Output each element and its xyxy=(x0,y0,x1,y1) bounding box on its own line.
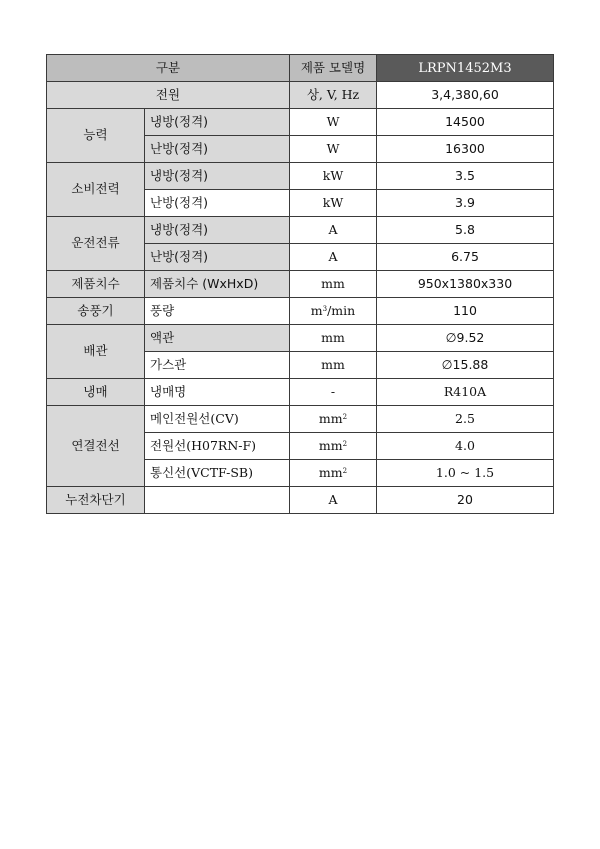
capacity-unit-cooling: W xyxy=(290,109,377,136)
capacity-label: 능력 xyxy=(47,109,145,163)
model-value: LRPN1452M3 xyxy=(377,55,554,82)
refrigerant-unit: - xyxy=(290,379,377,406)
piping-value-gas: ∅15.88 xyxy=(377,352,554,379)
header-row xyxy=(47,55,554,82)
dimensions-unit: mm xyxy=(290,271,377,298)
consumption-sub-heating: 난방(정격) xyxy=(145,190,290,217)
fan-value: 110 xyxy=(377,298,554,325)
wiring-value-power: 4.0 xyxy=(377,433,554,460)
spec-table xyxy=(46,54,554,514)
wiring-unit-main xyxy=(290,406,377,433)
wiring-unit-comm-base: mm xyxy=(318,464,343,480)
consumption-row-cooling xyxy=(47,163,554,190)
fan-unit xyxy=(290,298,377,325)
refrigerant-value: R410A xyxy=(377,379,554,406)
consumption-label: 소비전력 xyxy=(47,163,145,217)
breaker-row xyxy=(47,487,554,514)
wiring-unit-power-sup: 2 xyxy=(342,439,348,448)
fan-unit-sup: 3 xyxy=(322,304,328,313)
power-row xyxy=(47,82,554,109)
piping-value-liquid: ∅9.52 xyxy=(377,325,554,352)
fan-unit-tail: /min xyxy=(327,302,356,318)
breaker-unit: A xyxy=(290,487,377,514)
power-unit: 상, V, Hz xyxy=(290,82,377,109)
breaker-label: 누전차단기 xyxy=(47,487,145,514)
capacity-value-cooling: 14500 xyxy=(377,109,554,136)
capacity-sub-cooling: 냉방(정격) xyxy=(145,109,290,136)
wiring-unit-comm-sup: 2 xyxy=(342,466,348,475)
refrigerant-label: 냉매 xyxy=(47,379,145,406)
current-unit-heating: A xyxy=(290,244,377,271)
piping-row-liquid xyxy=(47,325,554,352)
consumption-sub-cooling: 냉방(정격) xyxy=(145,163,290,190)
category-header: 구분 xyxy=(47,55,290,82)
wiring-value-main: 2.5 xyxy=(377,406,554,433)
current-unit-cooling: A xyxy=(290,217,377,244)
current-value-cooling: 5.8 xyxy=(377,217,554,244)
current-label: 운전전류 xyxy=(47,217,145,271)
wiring-unit-main-sup: 2 xyxy=(342,412,348,421)
breaker-sub xyxy=(145,487,290,514)
model-header: 제품 모델명 xyxy=(290,55,377,82)
capacity-row-cooling xyxy=(47,109,554,136)
wiring-row-main xyxy=(47,406,554,433)
consumption-value-cooling: 3.5 xyxy=(377,163,554,190)
piping-label: 배관 xyxy=(47,325,145,379)
current-row-cooling xyxy=(47,217,554,244)
current-sub-heating: 난방(정격) xyxy=(145,244,290,271)
wiring-unit-comm xyxy=(290,460,377,487)
wiring-unit-power xyxy=(290,433,377,460)
current-sub-cooling: 냉방(정격) xyxy=(145,217,290,244)
wiring-sub-power: 전원선(H07RN-F) xyxy=(145,433,290,460)
refrigerant-sub: 냉매명 xyxy=(145,379,290,406)
power-value: 3,4,380,60 xyxy=(377,82,554,109)
current-value-heating: 6.75 xyxy=(377,244,554,271)
consumption-value-heating: 3.9 xyxy=(377,190,554,217)
piping-unit-liquid: mm xyxy=(290,325,377,352)
fan-sub: 풍량 xyxy=(145,298,290,325)
capacity-value-heating: 16300 xyxy=(377,136,554,163)
capacity-unit-heating: W xyxy=(290,136,377,163)
wiring-sub-main: 메인전원선(CV) xyxy=(145,406,290,433)
wiring-value-comm: 1.0 ~ 1.5 xyxy=(377,460,554,487)
wiring-unit-power-base: mm xyxy=(318,437,343,453)
wiring-label: 연결전선 xyxy=(47,406,145,487)
piping-unit-gas: mm xyxy=(290,352,377,379)
fan-row xyxy=(47,298,554,325)
wiring-unit-main-base: mm xyxy=(318,410,343,426)
fan-unit-base: m xyxy=(310,302,323,318)
breaker-value: 20 xyxy=(377,487,554,514)
dimensions-sub: 제품치수 (WxHxD) xyxy=(145,271,290,298)
piping-sub-liquid: 액관 xyxy=(145,325,290,352)
fan-label: 송풍기 xyxy=(47,298,145,325)
capacity-sub-heating: 난방(정격) xyxy=(145,136,290,163)
dimensions-label: 제품치수 xyxy=(47,271,145,298)
consumption-unit-heating: kW xyxy=(290,190,377,217)
dimensions-row xyxy=(47,271,554,298)
wiring-sub-comm: 통신선(VCTF-SB) xyxy=(145,460,290,487)
dimensions-value: 950x1380x330 xyxy=(377,271,554,298)
refrigerant-row xyxy=(47,379,554,406)
power-label: 전원 xyxy=(47,82,290,109)
piping-sub-gas: 가스관 xyxy=(145,352,290,379)
consumption-unit-cooling: kW xyxy=(290,163,377,190)
